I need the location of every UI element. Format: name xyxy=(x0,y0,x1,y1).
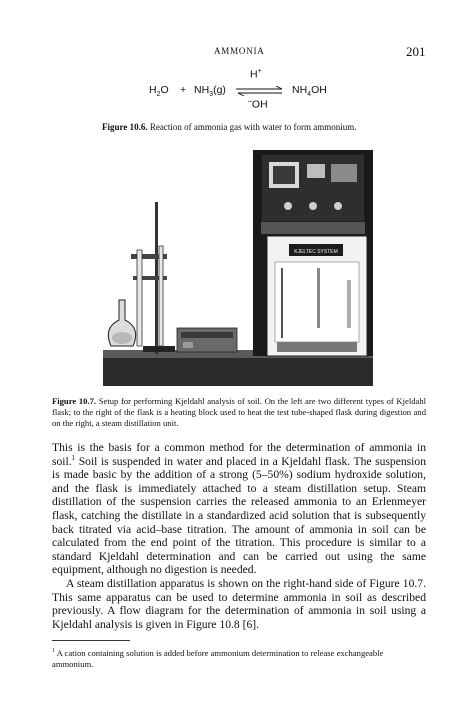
equilibrium-arrow-icon xyxy=(236,86,284,96)
footnote-text: A cation containing solution is added before ammonium determination to release exchangeable ammonium. xyxy=(52,647,384,669)
catalyst-acid: H+ xyxy=(250,68,262,81)
caption-text: Reaction of ammonia gas with water to form ammonium. xyxy=(149,122,357,132)
body-text xyxy=(52,441,426,631)
footnote-divider xyxy=(52,640,130,641)
catalyst-base: –OH xyxy=(248,98,268,111)
running-title: AMMONIA xyxy=(214,46,265,56)
caption-text: Setup for performing Kjeldahl analysis of soil. On the left are two different types of Kjeldahl flask; to the right of the flask is a heating block used to heat the test tube-shaped flask during digestion and on the right, a steam distillation unit. xyxy=(52,396,427,428)
lab-equipment-illustration xyxy=(103,150,373,386)
reactant-ammonia: $NH_3(g)$ xyxy=(194,84,226,99)
footnote-mark: 1 xyxy=(52,648,55,654)
running-header xyxy=(0,44,474,60)
paragraph-1: This is the basis for a common method for the determination of ammonia in soil.$^1$ Soil is suspended in water and placed in a Kjeldahl flask. The suspension is made basic by the addition of a strong (5–50%) sodium hydroxide solution, and the flask is immediately attached to a steam distillation setup. Steam distillation of the suspension carries the released ammonia to an Erlenmeyer flask, catching the distillate in a standardized acid solution that is subsequently back titrated via acid–base titration. The amount of ammonia in soil can be calculated from the end point of the titration. This procedure is similar to a standard Kjeldahl determination and can be carried out using the same equipment, although no digestion is needed. xyxy=(52,441,426,577)
figure-label: Figure 10.7. xyxy=(52,396,97,406)
footnote-ref: 1 xyxy=(71,453,76,462)
figure-10-6-caption xyxy=(102,122,402,132)
reaction-equation xyxy=(140,64,350,114)
panel-label: KJELTEC SYSTEM xyxy=(294,249,338,255)
figure-10-7-caption xyxy=(52,396,426,429)
kjeldahl-apparatus-photo xyxy=(103,150,373,386)
plus-sign: + xyxy=(180,84,187,96)
figure-label: Figure 10.6. xyxy=(102,122,148,132)
paragraph-2: A steam distillation apparatus is shown on the right-hand side of Figure 10.7. This same apparatus can be used to determine ammonia in soil as described previously. A flow diagram for the determination of ammonia in soil using a Kjeldahl analysis is given in Figure 10.8 [6]. xyxy=(52,576,426,631)
footnote xyxy=(52,646,426,670)
reactant-water: $H_2O$ xyxy=(149,84,169,99)
page-number: 201 xyxy=(406,44,426,59)
product-ammonium: $NH_4OH$ xyxy=(292,84,327,99)
